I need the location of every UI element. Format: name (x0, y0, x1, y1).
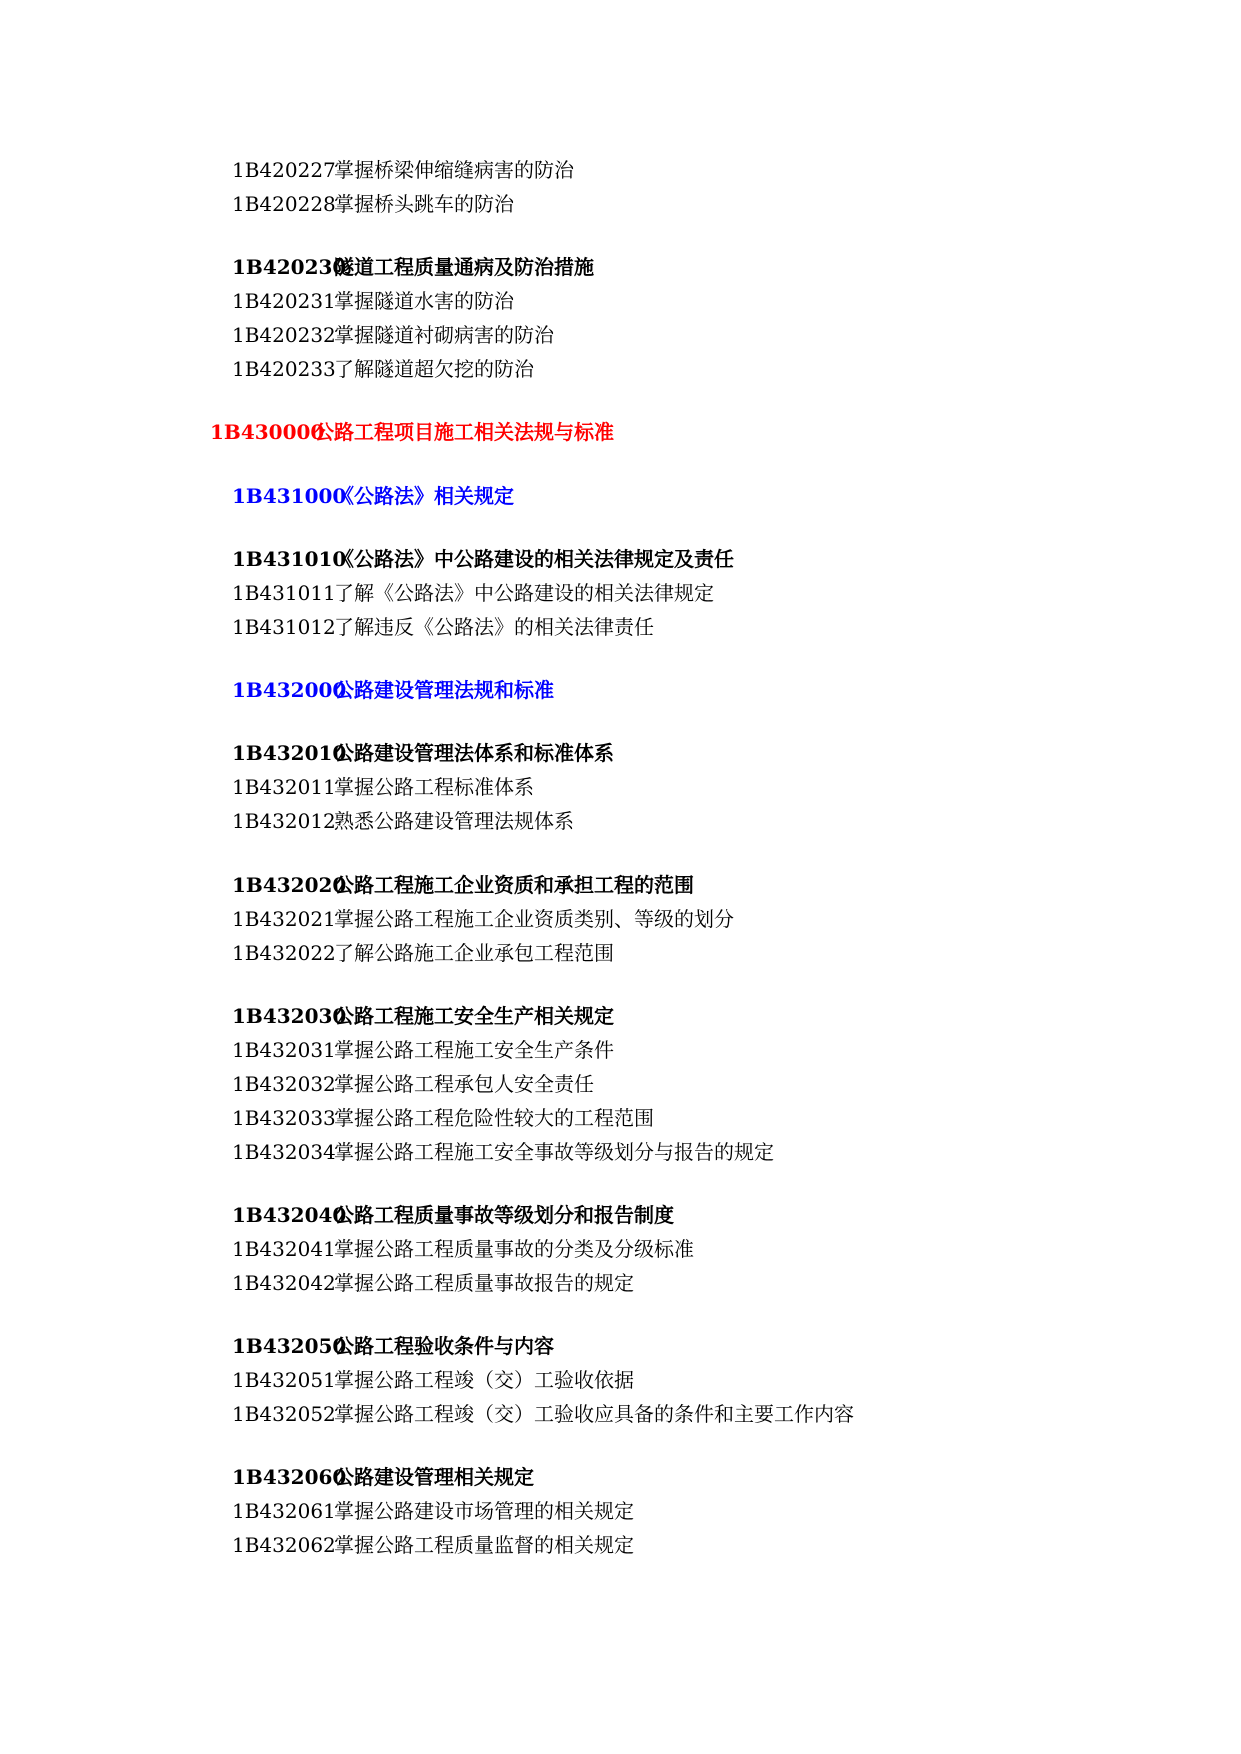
outline-text: 公路建设管理相关规定 (334, 1465, 534, 1489)
outline-text: 掌握公路工程危险性较大的工程范围 (334, 1106, 654, 1130)
outline-code: 1B432000 (232, 678, 347, 702)
outline-item (232, 1236, 694, 1262)
outline-code: 1B432062 (232, 1533, 336, 1557)
outline-text: 《公路法》相关规定 (334, 484, 514, 508)
outline-item (232, 940, 614, 966)
outline-code: 1B432022 (232, 941, 336, 965)
outline-code: 1B431012 (232, 615, 336, 639)
chapter-heading (232, 677, 554, 703)
outline-item (232, 1139, 774, 1165)
outline-text: 公路工程项目施工相关法规与标准 (314, 420, 614, 444)
outline-item (232, 1367, 634, 1393)
outline-code: 1B432042 (232, 1271, 336, 1295)
section-heading (232, 1333, 554, 1359)
outline-item (232, 1270, 634, 1296)
outline-item (232, 580, 714, 606)
outline-code: 1B420228 (232, 192, 336, 216)
outline-text: 掌握公路工程竣（交）工验收应具备的条件和主要工作内容 (334, 1402, 854, 1426)
outline-item (232, 1532, 634, 1558)
outline-text: 隧道工程质量通病及防治措施 (334, 255, 594, 279)
outline-text: 公路工程验收条件与内容 (334, 1334, 554, 1358)
outline-code: 1B432061 (232, 1499, 336, 1523)
outline-text: 掌握公路工程竣（交）工验收依据 (334, 1368, 634, 1392)
outline-item (232, 157, 574, 183)
outline-text: 掌握公路工程施工安全事故等级划分与报告的规定 (334, 1140, 774, 1164)
outline-code: 1B432021 (232, 907, 336, 931)
outline-code: 1B432032 (232, 1072, 336, 1096)
outline-code: 1B432031 (232, 1038, 336, 1062)
section-heading (232, 872, 694, 898)
outline-item (232, 808, 574, 834)
outline-code: 1B432051 (232, 1368, 336, 1392)
outline-text: 掌握隧道水害的防治 (334, 289, 514, 313)
outline-code: 1B420232 (232, 323, 336, 347)
outline-text: 公路工程施工安全生产相关规定 (334, 1004, 614, 1028)
outline-code: 1B432020 (232, 873, 347, 897)
outline-item (232, 614, 654, 640)
outline-code: 1B431011 (232, 581, 336, 605)
outline-text: 掌握公路工程质量事故的分类及分级标准 (334, 1237, 694, 1261)
outline-text: 掌握公路工程承包人安全责任 (334, 1072, 594, 1096)
outline-text: 掌握桥梁伸缩缝病害的防治 (334, 158, 574, 182)
outline-code: 1B432010 (232, 741, 347, 765)
outline-item (232, 288, 514, 314)
outline-text: 了解《公路法》中公路建设的相关法律规定 (334, 581, 714, 605)
outline-code: 1B432041 (232, 1237, 336, 1261)
section-heading (232, 546, 734, 572)
outline-text: 掌握公路工程质量事故报告的规定 (334, 1271, 634, 1295)
outline-code: 1B432040 (232, 1203, 347, 1227)
outline-item (232, 906, 734, 932)
outline-text: 掌握公路工程施工企业资质类别、等级的划分 (334, 907, 734, 931)
outline-code: 1B420227 (232, 158, 336, 182)
outline-item (232, 1498, 634, 1524)
outline-text: 掌握隧道衬砌病害的防治 (334, 323, 554, 347)
outline-text: 掌握公路工程施工安全生产条件 (334, 1038, 614, 1062)
outline-text: 掌握公路工程质量监督的相关规定 (334, 1533, 634, 1557)
outline-text: 熟悉公路建设管理法规体系 (334, 809, 574, 833)
chapter-heading (232, 483, 514, 509)
outline-item (232, 1037, 614, 1063)
outline-code: 1B420231 (232, 289, 336, 313)
section-heading (232, 254, 594, 280)
outline-text: 掌握桥头跳车的防治 (334, 192, 514, 216)
outline-text: 公路工程施工企业资质和承担工程的范围 (334, 873, 694, 897)
outline-code: 1B432050 (232, 1334, 347, 1358)
outline-text: 了解违反《公路法》的相关法律责任 (334, 615, 654, 639)
part-heading (210, 419, 614, 445)
outline-text: 公路建设管理法规和标准 (334, 678, 554, 702)
section-heading (232, 1003, 614, 1029)
outline-code: 1B420233 (232, 357, 336, 381)
outline-item (232, 774, 534, 800)
outline-code: 1B430000 (210, 420, 325, 444)
outline-item (232, 1071, 594, 1097)
section-heading (232, 1202, 674, 1228)
outline-text: 公路建设管理法体系和标准体系 (334, 741, 614, 765)
outline-text: 掌握公路工程标准体系 (334, 775, 534, 799)
outline-item (232, 191, 514, 217)
outline-item (232, 356, 534, 382)
outline-text: 公路工程质量事故等级划分和报告制度 (334, 1203, 674, 1227)
section-heading (232, 740, 614, 766)
outline-item (232, 1105, 654, 1131)
outline-code: 1B432030 (232, 1004, 347, 1028)
outline-code: 1B432011 (232, 775, 336, 799)
outline-code: 1B432012 (232, 809, 336, 833)
outline-code: 1B431000 (232, 484, 347, 508)
outline-code: 1B432052 (232, 1402, 336, 1426)
outline-code: 1B432060 (232, 1465, 347, 1489)
outline-code: 1B431010 (232, 547, 347, 571)
outline-item (232, 322, 554, 348)
outline-code: 1B420230 (232, 255, 347, 279)
outline-text: 掌握公路建设市场管理的相关规定 (334, 1499, 634, 1523)
outline-code: 1B432034 (232, 1140, 336, 1164)
outline-text: 《公路法》中公路建设的相关法律规定及责任 (334, 547, 734, 571)
section-heading (232, 1464, 534, 1490)
outline-code: 1B432033 (232, 1106, 336, 1130)
outline-text: 了解隧道超欠挖的防治 (334, 357, 534, 381)
outline-text: 了解公路施工企业承包工程范围 (334, 941, 614, 965)
outline-item (232, 1401, 854, 1427)
